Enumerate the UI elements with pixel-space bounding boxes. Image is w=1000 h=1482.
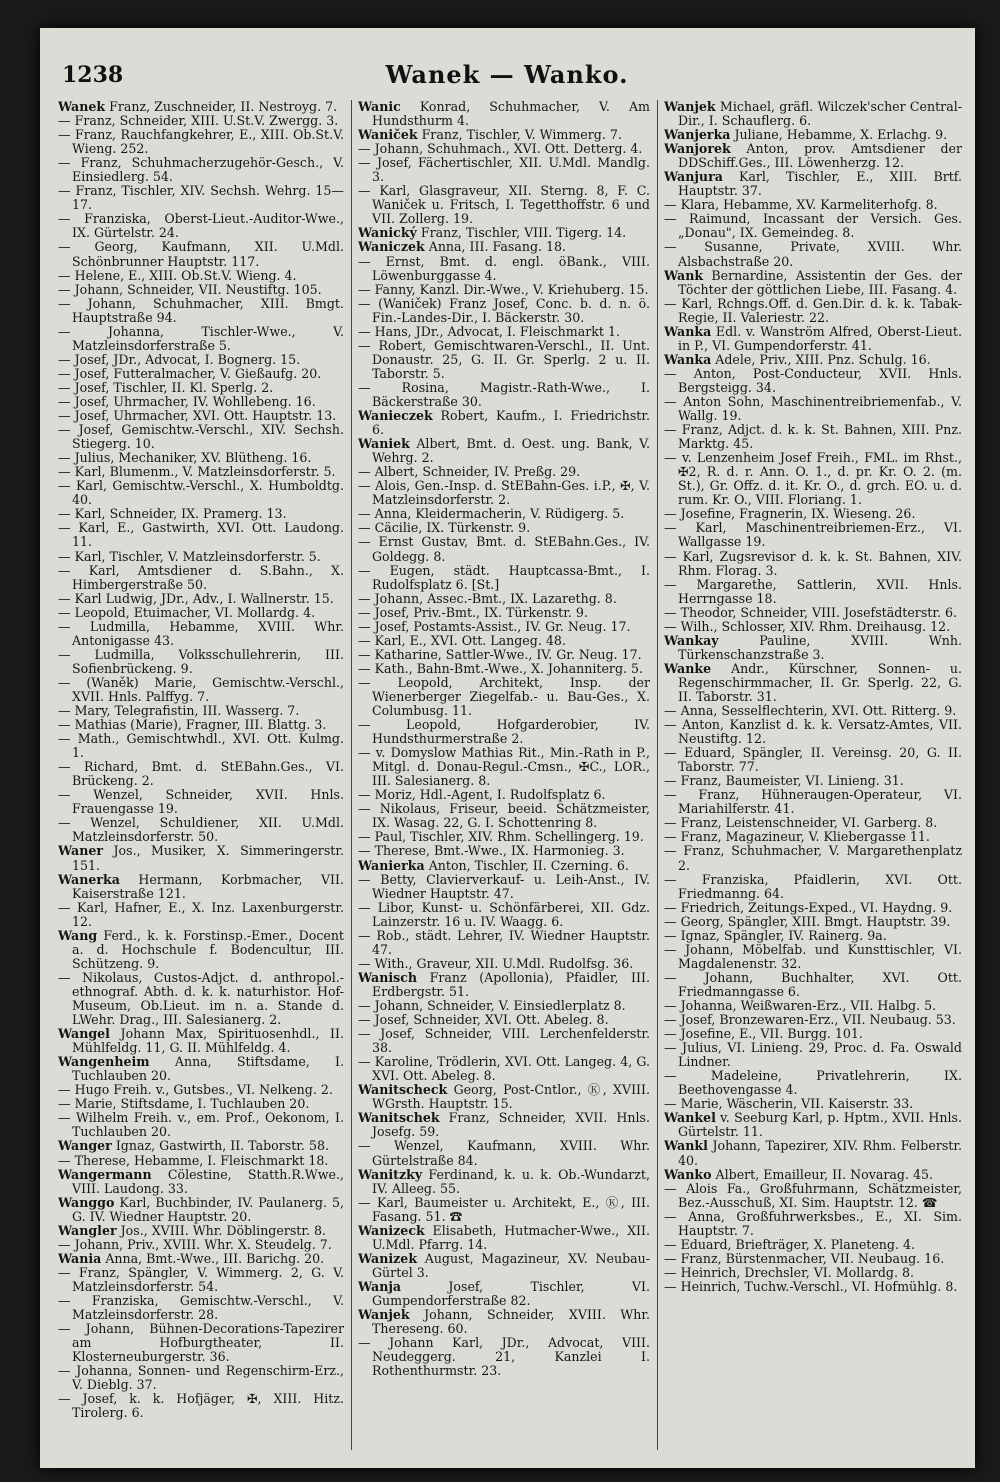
running-title: Wanek — Wanko.	[385, 60, 629, 89]
directory-entry: — Johann, Schuhmach., XVI. Ott. Detterg. 4.	[358, 141, 643, 157]
directory-entry: — Johann, Schneider, VII. Neustiftg. 105.	[58, 281, 322, 297]
directory-entry: — Josef, Fächertischler, XII. U.Mdl. Mandlg. 3.	[358, 155, 650, 185]
entry-surname: Wanjura	[664, 169, 723, 185]
directory-entry: — Franz, Spängler, V. Wimmerg. 2, G. V. Matzleinsdorferstr. 54.	[58, 1264, 344, 1294]
directory-entry: Wanitzky Ferdinand, k. u. k. Ob.-Wundarzt, IV. Alleeg. 55.	[358, 1166, 650, 1196]
entry-surname: Wanieczek	[358, 408, 433, 424]
entry-surname: Wanisch	[358, 969, 418, 985]
directory-entry: — Julius, Mechaniker, XV. Blütheng. 16.	[58, 450, 312, 466]
directory-entry: Waniček Franz, Tischler, V. Wimmerg. 7.	[358, 127, 622, 143]
directory-entry: — Karl, Maschinentreibriemen-Erz., VI. Wallgasse 19.	[664, 520, 962, 550]
directory-entry: — Georg, Kaufmann, XII. U.Mdl. Schönbrunner Hauptstr. 117.	[58, 239, 344, 269]
entry-surname: Wanický	[358, 225, 417, 241]
directory-entry: Wanjek Michael, gräfl. Wilczek'scher Central-Dir., I. Schauflerg. 6.	[664, 100, 962, 129]
directory-entry: — Franz, Adjct. d. k. k. St. Bahnen, XIII. Pnz. Marktg. 45.	[664, 422, 962, 452]
directory-entry: — Robert, Gemischtwaren-Verschl., II. Unt. Donaustr. 25, G. II. Gr. Sperlg. 2 u. II. Taborstr. 5.	[358, 337, 650, 381]
entry-surname: Wanitzky	[358, 1166, 423, 1182]
entry-surname: Wangel	[58, 1026, 110, 1042]
entry-surname: Wanic	[358, 100, 401, 114]
directory-entry: — Ignaz, Spängler, IV. Rainerg. 9a.	[664, 927, 887, 943]
page-number: 1238	[62, 62, 124, 88]
directory-entry: — Alois Fa., Großfuhrmann, Schätzmeister, Bez.-Ausschuß, XI. Sim. Hauptstr. 12. ☎	[664, 1180, 962, 1210]
entry-surname: Wanjek	[358, 1307, 410, 1323]
directory-entry: — Rob., städt. Lehrer, IV. Wiedner Hauptstr. 47.	[358, 927, 650, 957]
directory-entry: — Johann Karl, JDr., Advocat, VIII. Neudeggerg. 21, Kanzlei I. Rothenthurmstr. 23.	[358, 1335, 650, 1379]
directory-entry: — Marie, Wäscherin, VII. Kaiserstr. 33.	[664, 1096, 914, 1112]
directory-entry: Wanko Albert, Emailleur, II. Novarag. 45.	[664, 1166, 933, 1182]
directory-entry: — Karl Ludwig, JDr., Adv., I. Wallnerstr. 15.	[58, 590, 334, 606]
directory-entry: — Franz, Bürstenmacher, VII. Neubaug. 16.	[664, 1250, 945, 1266]
directory-entry: — Nikolaus, Friseur, beeid. Schätzmeister, IX. Wasag. 22, G. I. Schottenring 8.	[358, 801, 650, 831]
directory-entry: — Johann, Assec.-Bmt., IX. Lazarethg. 8.	[358, 590, 617, 606]
entry-surname: Wanggo	[58, 1194, 115, 1210]
entry-surname: Wanek	[58, 100, 106, 114]
directory-entry: Wanizeck Elisabeth, Hutmacher-Wwe., XII. U.Mdl. Pfarrg. 14.	[358, 1222, 650, 1252]
directory-entry: — Ernst, Bmt. d. engl. öBank., VIII. Löwenburggasse 4.	[358, 253, 650, 283]
directory-entry: — Libor, Kunst- u. Schönfärberei, XII. Gdz. Lainzerstr. 16 u. IV. Waagg. 6.	[358, 899, 650, 929]
directory-entry: — Anton, Post-Conducteur, XVII. Hnls. Bergsteigg. 34.	[664, 365, 962, 395]
directory-entry: — Leopold, Etuimacher, VI. Mollardg. 4.	[58, 604, 316, 620]
entry-surname: Wanerka	[58, 871, 120, 887]
entry-surname: Wankay	[664, 632, 719, 648]
directory-entry: — Josef, Schneider, XVI. Ott. Abeleg. 8.	[358, 1012, 609, 1028]
directory-entry: Wanjek Johann, Schneider, XVIII. Whr. Thereseng. 60.	[358, 1307, 650, 1337]
directory-entry: Wankay Pauline, XVIII. Wnh. Türkenschanzstraße 3.	[664, 632, 962, 662]
directory-entry: — Georg, Spängler, XIII. Bmgt. Hauptstr. 39.	[664, 913, 951, 929]
directory-entry: Wanizek August, Magazineur, XV. Neubau-Gürtel 3.	[358, 1250, 650, 1280]
page-header	[62, 60, 952, 96]
directory-entry: — Josef, Bronzewaren-Erz., VII. Neubaug. 53.	[664, 1012, 956, 1028]
column-3	[664, 100, 962, 1460]
directory-entry: — (Waniček) Franz Josef, Conc. b. d. n. ö. Fin.-Landes-Dir., I. Bäckerstr. 30.	[358, 295, 650, 325]
directory-entry: — Wilhelm Freih. v., em. Prof., Oekonom, I. Tuchlauben 20.	[58, 1110, 344, 1140]
directory-entry: — Moriz, Hdl.-Agent, I. Rudolfsplatz 6.	[358, 787, 606, 803]
directory-entry: — Karl, E., XVI. Ott. Langeg. 48.	[358, 632, 566, 648]
entry-surname: Wank	[664, 267, 704, 283]
entry-surname: Wanka	[664, 351, 712, 367]
entry-surname: Waniczek	[358, 239, 425, 255]
directory-entry: — Margarethe, Sattlerin, XVII. Hnls. Herrngasse 18.	[664, 576, 962, 606]
directory-entry: Wanerka Hermann, Korbmacher, VII. Kaiserstraße 121.	[58, 871, 344, 901]
entry-surname: Waniček	[358, 127, 418, 143]
directory-entry: — Franz, Baumeister, VI. Linieng. 31.	[664, 773, 904, 789]
entry-surname: Wangenheim	[58, 1054, 150, 1070]
directory-entry: Wanka Adele, Priv., XIII. Pnz. Schulg. 16.	[664, 351, 931, 367]
directory-entry: — Kath., Bahn-Bmt.-Wwe., X. Johanniterg. 5.	[358, 660, 644, 676]
directory-entry: — Karoline, Trödlerin, XVI. Ott. Langeg. 4, G. XVI. Ott. Abeleg. 8.	[358, 1054, 650, 1084]
directory-entry: — Franz, Schuhmacherzugehör-Gesch., V. Einsiedlerg. 54.	[58, 155, 344, 185]
directory-entry: — Anton, Kanzlist d. k. k. Versatz-Amtes, VII. Neustiftg. 12.	[664, 717, 962, 747]
directory-entry: Wanke Andr., Kürschner, Sonnen- u. Regenschirmmacher, II. Gr. Sperlg. 22, G. II. Taborstr. 31.	[664, 660, 962, 704]
directory-entry: — Franziska, Oberst-Lieut.-Auditor-Wwe., IX. Gürtelstr. 24.	[58, 211, 344, 241]
directory-entry: — Susanne, Private, XVIII. Whr. Alsbachstraße 20.	[664, 239, 962, 269]
directory-entry: Wanitscheck Georg, Post-Cntlor., Ⓚ, XVIII. WGrsth. Hauptstr. 15.	[358, 1082, 650, 1112]
directory-entry: Wanický Franz, Tischler, VIII. Tigerg. 14.	[358, 225, 627, 241]
directory-entry: — Johann, Schneider, V. Einsiedlerplatz 8.	[358, 998, 626, 1013]
directory-entry: — Anna, Sesselflechterin, XVI. Ott. Ritterg. 9.	[664, 703, 957, 719]
directory-entry: — Josef, Uhrmacher, IV. Wohllebeng. 16.	[58, 393, 316, 409]
entry-surname: Wankl	[664, 1138, 708, 1154]
entry-surname: Wanko	[664, 1166, 712, 1182]
entry-surname: Waner	[58, 843, 104, 859]
directory-entry: — Josef, Tischler, II. Kl. Sperlg. 2.	[58, 379, 274, 395]
directory-entry: — Franz, Hühneraugen-Operateur, VI. Mariahilferstr. 41.	[664, 787, 962, 817]
directory-entry: Wanek Franz, Zuschneider, II. Nestroyg. 7.	[58, 100, 338, 114]
directory-entry: Wangel Johann Max, Spirituosenhdl., II. Mühlfeldg. 11, G. II. Mühlfeldg. 4.	[58, 1026, 344, 1056]
directory-entry: Wankel v. Seeburg Karl, p. Hptm., XVII. Hnls. Gürtelstr. 11.	[664, 1110, 962, 1140]
directory-entry: Wang Ferd., k. k. Forstinsp.-Emer., Docent a. d. Hochschule f. Bodencultur, III. Schützeng. 9.	[58, 927, 344, 971]
directory-entry: — Leopold, Architekt, Insp. der Wienerberger Ziegelfab.- u. Bau-Ges., X. Columbusg. 11.	[358, 674, 650, 719]
directory-entry: — Anton Sohn, Maschinentreibriemenfab., V. Wallg. 19.	[664, 393, 962, 424]
directory-entry: — Hans, JDr., Advocat, I. Fleischmarkt 1.	[358, 323, 620, 339]
directory-entry: — Franz, Magazineur, V. Kliebergasse 11.	[664, 829, 930, 845]
directory-entry: — Franz, Schuhmacher, V. Margarethenplatz 2.	[664, 843, 962, 873]
directory-entry: — Theodor, Schneider, VIII. Josefstädterstr. 6.	[664, 604, 958, 620]
directory-entry: — Albert, Schneider, IV. Preßg. 29.	[358, 464, 581, 480]
directory-entry: Waner Jos., Musiker, X. Simmeringerstr. 151.	[58, 843, 344, 873]
entry-surname: Wanitscheck	[358, 1082, 448, 1098]
directory-entry: — Karl, Tischler, V. Matzleinsdorferstr. 5.	[58, 548, 321, 564]
directory-entry: — Betty, Clavierverkauf- u. Leih-Anst., IV. Wiedner Hauptstr. 47.	[358, 871, 650, 901]
entry-surname: Wanger	[58, 1138, 112, 1154]
directory-entry: — Karl, Amtsdiener d. S.Bahn., X. Himbergerstraße 50.	[58, 562, 344, 592]
directory-entry: — Johann, Schuhmacher, XIII. Bmgt. Hauptstraße 94.	[58, 295, 344, 325]
directory-entry: Wangler Jos., XVIII. Whr. Döblingerstr. 8.	[58, 1222, 327, 1238]
directory-entry: — Klara, Hebamme, XV. Karmeliterhofg. 8.	[664, 197, 938, 213]
directory-entry: — Mary, Telegrafistin, III. Wasserg. 7.	[58, 703, 300, 719]
directory-entry: — Josef, Postamts-Assist., IV. Gr. Neug. 17.	[358, 618, 631, 634]
column-1	[58, 100, 344, 1460]
directory-page	[40, 28, 975, 1468]
directory-entry: — Eugen, städt. Hauptcassa-Bmt., I. Rudolfsplatz 6. [St.]	[358, 562, 650, 592]
directory-entry: — Math., Gemischtwhdl., XVI. Ott. Kulmg. 1.	[58, 731, 344, 761]
directory-entry: — Karl, Gemischtw.-Verschl., X. Humboldtg. 40.	[58, 478, 344, 508]
directory-entry: — Franziska, Gemischtw.-Verschl., V. Matzleinsdorferstr. 28.	[58, 1292, 344, 1323]
directory-entry: — Marie, Stiftsdame, I. Tuchlauben 20.	[58, 1096, 310, 1112]
directory-entry: — Josef, JDr., Advocat, I. Bognerg. 15.	[58, 351, 301, 367]
directory-entry: — Josefine, Fragnerin, IX. Wieseng. 26.	[664, 506, 916, 522]
directory-entry: — Johanna, Weißwaren-Erz., VII. Halbg. 5.	[664, 998, 937, 1013]
directory-entry: — Anna, Kleidermacherin, V. Rüdigerg. 5.	[358, 506, 625, 522]
directory-entry: Wankl Johann, Tapezirer, XIV. Rhm. Felberstr. 40.	[664, 1138, 962, 1168]
directory-entry: — Eduard, Spängler, II. Vereinsg. 20, G. II. Taborstr. 77.	[664, 745, 962, 775]
directory-entry: — Johann, Möbelfab. und Kunsttischler, VI. Magdalenenstr. 32.	[664, 941, 962, 971]
directory-entry: — Leopold, Hofgarderobier, IV. Hundsthurmerstraße 2.	[358, 717, 650, 747]
directory-entry: — Karl, Schneider, IX. Pramerg. 13.	[58, 506, 287, 522]
entry-surname: Wanizeck	[358, 1222, 425, 1238]
directory-entry: — Johann, Buchhalter, XVI. Ott. Friedmanngasse 6.	[664, 969, 962, 999]
entry-surname: Wanja	[358, 1278, 402, 1294]
directory-entry: Wank Bernardine, Assistentin der Ges. der Töchter der göttlichen Liebe, III. Fasang. 4.	[664, 267, 962, 297]
directory-entry: — Karl, Zugsrevisor d. k. k. St. Bahnen, XIV. Rhm. Florag. 3.	[664, 548, 962, 578]
directory-entry: — v. Domyslow Mathias Rit., Min.-Rath in P., Mitgl. d. Donau-Regul.-Cmsn., ✠C., LOR., III. Salesianerg. 8.	[358, 745, 650, 789]
directory-entry: — Friedrich, Zeitungs-Exped., VI. Haydng. 9.	[664, 899, 953, 915]
directory-entry: — Johann, Bühnen-Decorations-Tapezirer am Hofburgtheater, II. Klosterneuburgerstr. 36.	[58, 1321, 344, 1365]
directory-entry: — Josef, k. k. Hofjäger, ✠, XIII. Hitz. Tirolerg. 6.	[58, 1391, 344, 1421]
entry-surname: Wanka	[664, 323, 712, 339]
directory-entry: — Josef, Schneider, VIII. Lerchenfelderstr. 38.	[358, 1026, 650, 1056]
entry-surname: Wania	[58, 1250, 102, 1266]
entry-surname: Wang	[58, 927, 98, 943]
directory-entry: — Hugo Freih. v., Gutsbes., VI. Nelkeng. 2.	[58, 1082, 333, 1098]
entry-surname: Wanjerka	[664, 127, 731, 143]
directory-entry: — Ernst Gustav, Bmt. d. StEBahn.Ges., IV. Goldegg. 8.	[358, 534, 650, 564]
directory-entry: Wanierka Anton, Tischler, II. Czerning. 6.	[358, 857, 629, 873]
directory-entry: — Karl, Baumeister u. Architekt, E., Ⓚ, III. Fasang. 51. ☎	[358, 1194, 650, 1224]
directory-entry: — Wenzel, Schneider, XVII. Hnls. Frauengasse 19.	[58, 787, 344, 817]
directory-entry: — Heinrich, Drechsler, VI. Mollardg. 8.	[664, 1264, 914, 1280]
directory-entry: — Karl, E., Gastwirth, XVI. Ott. Laudong. 11.	[58, 520, 344, 550]
directory-entry: — Karl, Glasgraveur, XII. Sterng. 8, F. C. Waniček u. Fritsch, I. Tegetthoffstr. 6 und VII. Zollerg. 19.	[358, 183, 650, 227]
directory-entry: — Mathias (Marie), Fragner, III. Blattg. 3.	[58, 717, 327, 733]
column-divider	[351, 100, 352, 1450]
column-divider	[657, 100, 658, 1450]
directory-entry: — Karl, Blumenm., V. Matzleinsdorferstr. 5.	[58, 464, 336, 480]
entry-surname: Wankel	[664, 1110, 716, 1126]
directory-entry: — Josef, Futteralmacher, V. Gießaufg. 20.	[58, 365, 322, 381]
directory-entry: Waniek Albert, Bmt. d. Oest. ung. Bank, V. Wehrg. 2.	[358, 436, 650, 466]
entry-surname: Wanjorek	[664, 141, 731, 157]
directory-entry: — Richard, Bmt. d. StEBahn.Ges., VI. Brückeng. 2.	[58, 759, 344, 789]
directory-entry: — Raimund, Incassant der Versich. Ges. „Donau", IX. Gemeindeg. 8.	[664, 211, 962, 241]
entry-surname: Wangler	[58, 1222, 117, 1238]
directory-entry: — Ludmilla, Volksschullehrerin, III. Sofienbrückeng. 9.	[58, 646, 344, 676]
directory-entry: — Julius, VI. Linieng. 29, Proc. d. Fa. Oswald Lindner.	[664, 1040, 962, 1070]
directory-entry: — Josef, Gemischtw.-Verschl., XIV. Sechsh. Stiegerg. 10.	[58, 422, 344, 452]
directory-entry: Wanic Konrad, Schuhmacher, V. Am Hundsthurm 4.	[358, 100, 650, 129]
directory-entry: Wanggo Karl, Buchbinder, IV. Paulanerg. 5, G. IV. Wiedner Hauptstr. 20.	[58, 1194, 344, 1224]
directory-entry: — Eduard, Briefträger, X. Planeteng. 4.	[664, 1236, 915, 1252]
entry-surname: Wanke	[664, 660, 712, 676]
directory-entry: — Johanna, Tischler-Wwe., V. Matzleinsdorferstraße 5.	[58, 323, 344, 353]
directory-entry: — Franz, Leistenschneider, VI. Garberg. 8.	[664, 815, 938, 831]
directory-entry: Wanka Edl. v. Wanström Alfred, Oberst-Lieut. in P., VI. Gumpendorferstr. 41.	[664, 323, 962, 353]
directory-entry: — Alois, Gen.-Insp. d. StEBahn-Ges. i.P., ✠, V. Matzleinsdorferstr. 2.	[358, 478, 650, 508]
directory-entry: Wanjura Karl, Tischler, E., XIII. Brtf. Hauptstr. 37.	[664, 169, 962, 199]
directory-entry: — Franziska, Pfaidlerin, XVI. Ott. Friedmanng. 64.	[664, 871, 962, 901]
directory-entry: — Katharine, Sattler-Wwe., IV. Gr. Neug. 17.	[358, 646, 642, 662]
directory-entry: Wanjerka Juliane, Hebamme, X. Erlachg. 9.	[664, 127, 948, 143]
directory-entry: Wanitschek Franz, Schneider, XVII. Hnls. Josefg. 59.	[358, 1110, 650, 1140]
directory-entry: — Therese, Bmt.-Wwe., IX. Harmonieg. 3.	[358, 843, 625, 859]
entry-surname: Wanjek	[664, 100, 716, 114]
directory-entry: Wanja Josef, Tischler, VI. Gumpendorferstraße 82.	[358, 1278, 650, 1308]
directory-entry: Wania Anna, Bmt.-Wwe., III. Barichg. 20.	[58, 1250, 325, 1266]
directory-entry: Wangenheim Anna, Stiftsdame, I. Tuchlauben 20.	[58, 1054, 344, 1084]
directory-entry: — Rosina, Magistr.-Rath-Wwe., I. Bäckerstraße 30.	[358, 379, 650, 409]
directory-entry: — Josefine, E., VII. Burgg. 101.	[664, 1026, 863, 1042]
directory-entry: Wanger Ignaz, Gastwirth, II. Taborstr. 58.	[58, 1138, 329, 1154]
directory-entry: — Madeleine, Privatlehrerin, IX. Beethovengasse 4.	[664, 1068, 962, 1098]
directory-entry: — Johanna, Sonnen- und Regenschirm-Erz., V. Dieblg. 37.	[58, 1363, 344, 1393]
directory-entry: — Josef, Priv.-Bmt., IX. Türkenstr. 9.	[358, 604, 588, 620]
directory-entry: — Karl, Rchngs.Off. d. Gen.Dir. d. k. k. Tabak-Regie, II. Valeriestr. 22.	[664, 295, 962, 325]
directory-entry: Waniczek Anna, III. Fasang. 18.	[358, 239, 567, 255]
directory-entry: — (Waněk) Marie, Gemischtw.-Verschl., XVII. Hnls. Palffyg. 7.	[58, 674, 344, 704]
directory-entry: — v. Lenzenheim Josef Freih., FML. im Rhst., ✠2, R. d. r. Ann. O. 1., d. pr. Kr. O. 2. (m. St.), Gr. Offz. d. it. Kr. O., d. grch. EO. u. d. rum. Kr. O., VIII. Floriang. 1.	[664, 450, 962, 508]
directory-entry: — Wenzel, Schuldiener, XII. U.Mdl. Matzleinsdorferstr. 50.	[58, 815, 344, 845]
directory-entry: — With., Graveur, XII. U.Mdl. Rudolfsg. 36.	[358, 955, 634, 971]
directory-entry: — Nikolaus, Custos-Adjct. d. anthropol.-ethnograf. Abth. d. k. k. naturhistor. Hof-Museum, Ob.Lieut. im n. a. Stande d. LWehr. Drag., III. Salesianerg. 2.	[58, 969, 344, 1028]
directory-entry: — Johann, Priv., XVIII. Whr. X. Steudelg. 7.	[58, 1236, 332, 1252]
directory-entry: Wanieczek Robert, Kaufm., I. Friedrichstr. 6.	[358, 408, 650, 438]
directory-entry: — Therese, Hebamme, I. Fleischmarkt 18.	[58, 1152, 329, 1168]
directory-entry: — Paul, Tischler, XIV. Rhm. Schellingerg. 19.	[358, 829, 644, 845]
directory-entry: — Fanny, Kanzl. Dir.-Wwe., V. Kriehuberg. 15.	[358, 281, 649, 297]
directory-entry: — Josef, Uhrmacher, XVI. Ott. Hauptstr. 13.	[58, 408, 337, 424]
entry-surname: Waniek	[358, 436, 410, 452]
entry-surname: Wanizek	[358, 1250, 418, 1266]
directory-entry: Wanjorek Anton, prov. Amtsdiener der DDSchiff.Ges., III. Löwenherzg. 12.	[664, 141, 962, 171]
directory-entry: — Anna, Großfuhrwerksbes., E., XI. Sim. Hauptstr. 7.	[664, 1208, 962, 1238]
directory-entry: — Franz, Tischler, XIV. Sechsh. Wehrg. 15—17.	[58, 183, 344, 213]
directory-entry: — Wenzel, Kaufmann, XVIII. Whr. Gürtelstraße 84.	[358, 1138, 650, 1168]
entry-surname: Wangermann	[58, 1166, 152, 1182]
directory-entry: Wangermann Cölestine, Statth.R.Wwe., VIII. Laudong. 33.	[58, 1166, 344, 1196]
directory-entry: — Franz, Rauchfangkehrer, E., XIII. Ob.St.V. Wieng. 252.	[58, 127, 344, 157]
column-2	[358, 100, 650, 1460]
directory-entry: — Heinrich, Tuchw.-Verschl., VI. Hofmühlg. 8.	[664, 1278, 958, 1294]
directory-entry: Wanisch Franz (Apollonia), Pfaidler, III. Erdbergstr. 51.	[358, 969, 650, 999]
entry-surname: Wanierka	[358, 857, 425, 873]
directory-entry: — Karl, Hafner, E., X. Inz. Laxenburgerstr. 12.	[58, 899, 344, 929]
directory-entry: — Ludmilla, Hebamme, XVIII. Whr. Antonigasse 43.	[58, 618, 344, 648]
directory-entry: — Helene, E., XIII. Ob.St.V. Wieng. 4.	[58, 267, 297, 283]
directory-entry: — Wilh., Schlosser, XIV. Rhm. Dreihausg. 12.	[664, 618, 951, 634]
directory-entry: — Cäcilie, IX. Türkenstr. 9.	[358, 520, 531, 536]
directory-entry: — Franz, Schneider, XIII. U.St.V. Zwergg. 3.	[58, 113, 339, 129]
entry-surname: Wanitschek	[358, 1110, 440, 1126]
